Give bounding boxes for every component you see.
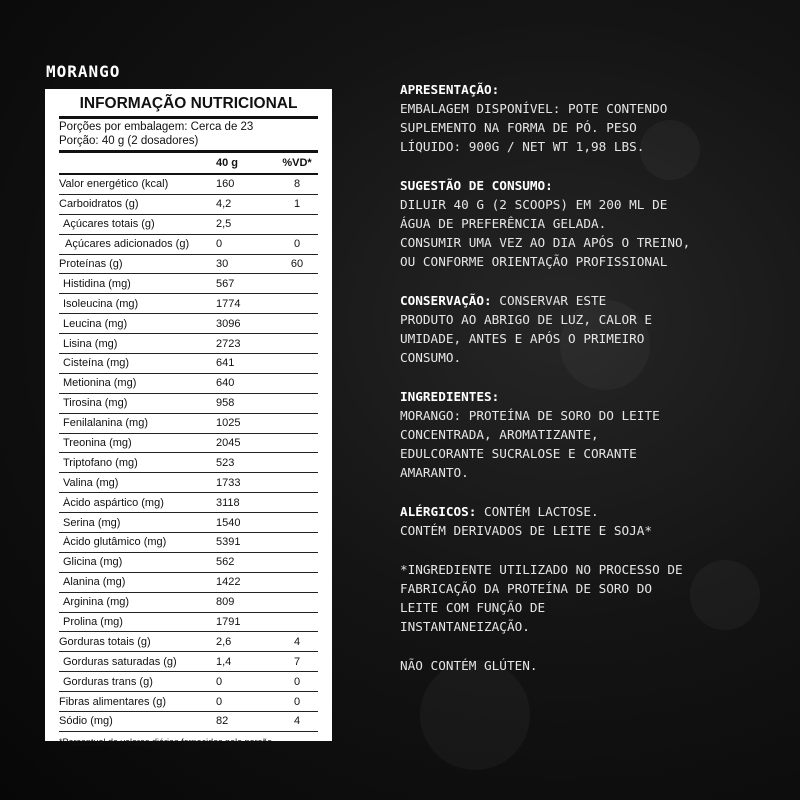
nutrient-name: Histidina (mg) <box>63 277 131 290</box>
nutrient-name: Triptofano (mg) <box>63 456 138 469</box>
section-text-line: ÁGUA DE PREFERÊNCIA GELADA. <box>400 216 607 231</box>
nutrient-name: Arginina (mg) <box>63 596 130 609</box>
nutrient-amount: 640 <box>216 377 235 390</box>
info-section <box>400 80 790 156</box>
nutrition-row <box>59 394 318 414</box>
nutrition-row <box>59 613 318 633</box>
nutrient-amount: 1733 <box>216 476 241 489</box>
nutrition-row <box>59 434 318 454</box>
nutrition-row <box>59 215 318 235</box>
nutrient-amount: 4,2 <box>216 198 232 211</box>
nutrient-name: Prolina (mg) <box>63 616 123 629</box>
nutrient-amount: 809 <box>216 596 235 609</box>
product-info <box>400 80 790 695</box>
nutrient-name: Gorduras saturadas (g) <box>63 655 177 668</box>
nutrition-row <box>59 314 318 334</box>
section-text-line: CONSUMO. <box>400 350 462 365</box>
section-text-line: DILUIR 40 G (2 SCOOPS) EM 200 ML DE <box>400 197 668 212</box>
section-text-line: OU CONFORME ORIENTAÇÃO PROFISSIONAL <box>400 254 668 269</box>
nutrient-amount: 0 <box>216 675 223 688</box>
section-text-line: AMARANTO. <box>400 465 469 480</box>
nutrition-row <box>59 692 318 712</box>
nutrition-row <box>59 513 318 533</box>
nutrition-row <box>59 473 318 493</box>
nutrient-amount: 562 <box>216 556 235 569</box>
nutrition-row <box>59 652 318 672</box>
nutrient-name: Serina (mg) <box>63 516 121 529</box>
nutrient-name: Treonina (mg) <box>63 437 132 450</box>
nutrition-row <box>59 274 318 294</box>
section-text-line: CONTÉM DERIVADOS DE LEITE E SOJA* <box>400 523 653 538</box>
nutrition-column-header <box>59 150 318 175</box>
nutrient-name: Gorduras trans (g) <box>63 675 153 688</box>
section-text-line: PRODUTO AO ABRIGO DE LUZ, CALOR E <box>400 312 653 327</box>
section-text-line: EMBALAGEM DISPONÍVEL: POTE CONTENDO <box>400 101 668 116</box>
nutrient-name: Ácido glutâmico (mg) <box>63 536 167 549</box>
nutrition-row <box>59 374 318 394</box>
nutrient-vd: 60 <box>290 258 304 270</box>
nutrient-vd: 0 <box>293 695 301 708</box>
section-heading: CONSERVAÇÃO: <box>400 293 492 308</box>
nutrition-row <box>59 195 318 215</box>
nutrient-name: Lisina (mg) <box>63 337 118 350</box>
portion-size: Porção: 40 g (2 dosadores) <box>59 135 199 147</box>
nutrient-vd: 0 <box>293 675 301 688</box>
nutrient-vd: 0 <box>293 238 301 251</box>
info-section <box>400 656 790 675</box>
nutrition-row <box>59 533 318 553</box>
info-section <box>400 502 790 540</box>
nutrient-amount: 641 <box>216 357 235 370</box>
nutrient-amount: 160 <box>216 178 235 191</box>
nutrient-amount: 2723 <box>216 337 241 350</box>
nutrition-table <box>45 89 332 747</box>
nutrient-amount: 1422 <box>216 576 241 589</box>
nutrient-name: Proteínas (g) <box>59 258 123 270</box>
nutrition-row <box>59 175 318 195</box>
nutrient-amount: 1540 <box>216 516 241 529</box>
info-section <box>400 560 790 636</box>
section-heading: SUGESTÃO DE CONSUMO: <box>400 178 553 193</box>
nutrient-vd: 1 <box>293 198 301 211</box>
nutrition-row <box>59 255 318 275</box>
nutrition-title: INFORMAÇÃO NUTRICIONAL <box>79 95 298 112</box>
section-text-line: LÍQUIDO: 900G / NET WT 1,98 LBS. <box>400 139 645 154</box>
nutrient-amount: 0 <box>216 238 223 251</box>
nutrient-vd: 4 <box>293 635 301 648</box>
nutrient-name: Açúcares totais (g) <box>63 218 155 231</box>
nutrient-amount: 2045 <box>216 437 241 450</box>
nutrition-footnote: *Percentual de valores diários fornecidos pela porção. <box>59 736 275 747</box>
nutrient-name: Valor energético (kcal) <box>59 178 169 191</box>
servings-per-package: Porções por embalagem: Cerca de 23 <box>59 121 254 133</box>
nutrient-name: Isoleucina (mg) <box>63 297 139 310</box>
section-text-line: NÃO CONTÉM GLÚTEN. <box>400 658 538 673</box>
column-amount: 40 g <box>216 157 239 169</box>
nutrient-name: Tirosina (mg) <box>63 397 128 410</box>
nutrient-name: Alanina (mg) <box>63 576 126 589</box>
section-text-line: FABRICAÇÃO DA PROTEÍNA DE SORO DO <box>400 581 653 596</box>
nutrient-amount: 30 <box>216 258 229 270</box>
nutrient-name: Glicina (mg) <box>63 556 123 569</box>
nutrient-name: Fenilalanina (mg) <box>63 417 148 430</box>
section-text-line: LEITE COM FUNÇÃO DE <box>400 600 546 615</box>
section-heading: APRESENTAÇÃO: <box>400 82 500 97</box>
nutrient-amount: 1774 <box>216 297 241 310</box>
nutrient-name: Sódio (mg) <box>59 715 113 728</box>
nutrition-row <box>59 294 318 314</box>
nutrient-amount: 3096 <box>216 317 241 330</box>
section-heading: ALÉRGICOS: <box>400 504 477 519</box>
nutrient-amount: 567 <box>216 277 235 290</box>
nutrient-vd: 4 <box>293 715 301 728</box>
section-text-line: CONSUMIR UMA VEZ AO DIA APÓS O TREINO, <box>400 235 691 250</box>
nutrient-name: Leucina (mg) <box>63 317 128 330</box>
nutrient-name: Açúcares adicionados (g) <box>65 238 190 251</box>
nutrition-row <box>59 573 318 593</box>
nutrition-row <box>59 334 318 354</box>
nutrition-row <box>59 672 318 692</box>
section-text-line: INSTANTANEIZAÇÃO. <box>400 619 530 634</box>
flavor-label: MORANGO <box>46 62 121 81</box>
nutrient-name: Ácido aspártico (mg) <box>63 496 164 509</box>
info-section <box>400 387 790 482</box>
nutrient-amount: 2,6 <box>216 635 232 648</box>
section-text-line: MORANGO: PROTEÍNA DE SORO DO LEITE <box>400 408 660 423</box>
nutrition-rows <box>59 175 318 732</box>
nutrient-name: Metionina (mg) <box>63 377 137 390</box>
nutrient-amount: 958 <box>216 397 235 410</box>
info-section <box>400 291 790 367</box>
nutrient-amount: 2,5 <box>216 218 232 231</box>
nutrient-amount: 1,4 <box>216 655 232 668</box>
nutrient-amount: 5391 <box>216 536 241 549</box>
nutrient-amount: 1791 <box>216 616 241 629</box>
section-heading: INGREDIENTES: <box>400 389 500 404</box>
column-vd: %VD* <box>282 157 312 169</box>
nutrition-row <box>59 453 318 473</box>
nutrient-amount: 3118 <box>216 496 240 509</box>
nutrient-amount: 1025 <box>216 417 241 430</box>
nutrient-amount: 523 <box>216 456 235 469</box>
nutrient-vd: 8 <box>293 178 301 191</box>
nutrition-row <box>59 553 318 573</box>
nutrient-amount: 0 <box>216 695 223 708</box>
nutrition-row <box>59 493 318 513</box>
nutrition-row <box>59 414 318 434</box>
nutrition-serving-info <box>59 116 318 148</box>
nutrition-row <box>59 632 318 652</box>
section-lead-text: CONTÉM LACTOSE. <box>476 504 599 519</box>
section-text-line: CONCENTRADA, AROMATIZANTE, <box>400 427 599 442</box>
info-section <box>400 176 790 271</box>
nutrient-name: Carboidratos (g) <box>59 198 139 211</box>
nutrient-amount: 82 <box>216 715 229 728</box>
nutrition-row <box>59 593 318 613</box>
nutrient-name: Valina (mg) <box>63 476 119 489</box>
nutrient-name: Cisteína (mg) <box>63 357 130 370</box>
nutrient-vd: 7 <box>293 655 301 668</box>
nutrient-name: Gorduras totais (g) <box>59 635 151 648</box>
section-lead-text: CONSERVAR ESTE <box>491 293 607 308</box>
section-text-line: UMIDADE, ANTES E APÓS O PRIMEIRO <box>400 331 645 346</box>
nutrition-row <box>59 354 318 374</box>
section-text-line: SUPLEMENTO NA FORMA DE PÓ. PESO <box>400 120 637 135</box>
nutrition-row <box>59 712 318 732</box>
section-text-line: *INGREDIENTE UTILIZADO NO PROCESSO DE <box>400 562 683 577</box>
nutrient-name: Fibras alimentares (g) <box>59 695 166 708</box>
nutrition-row <box>59 235 318 255</box>
section-text-line: EDULCORANTE SUCRALOSE E CORANTE <box>400 446 637 461</box>
